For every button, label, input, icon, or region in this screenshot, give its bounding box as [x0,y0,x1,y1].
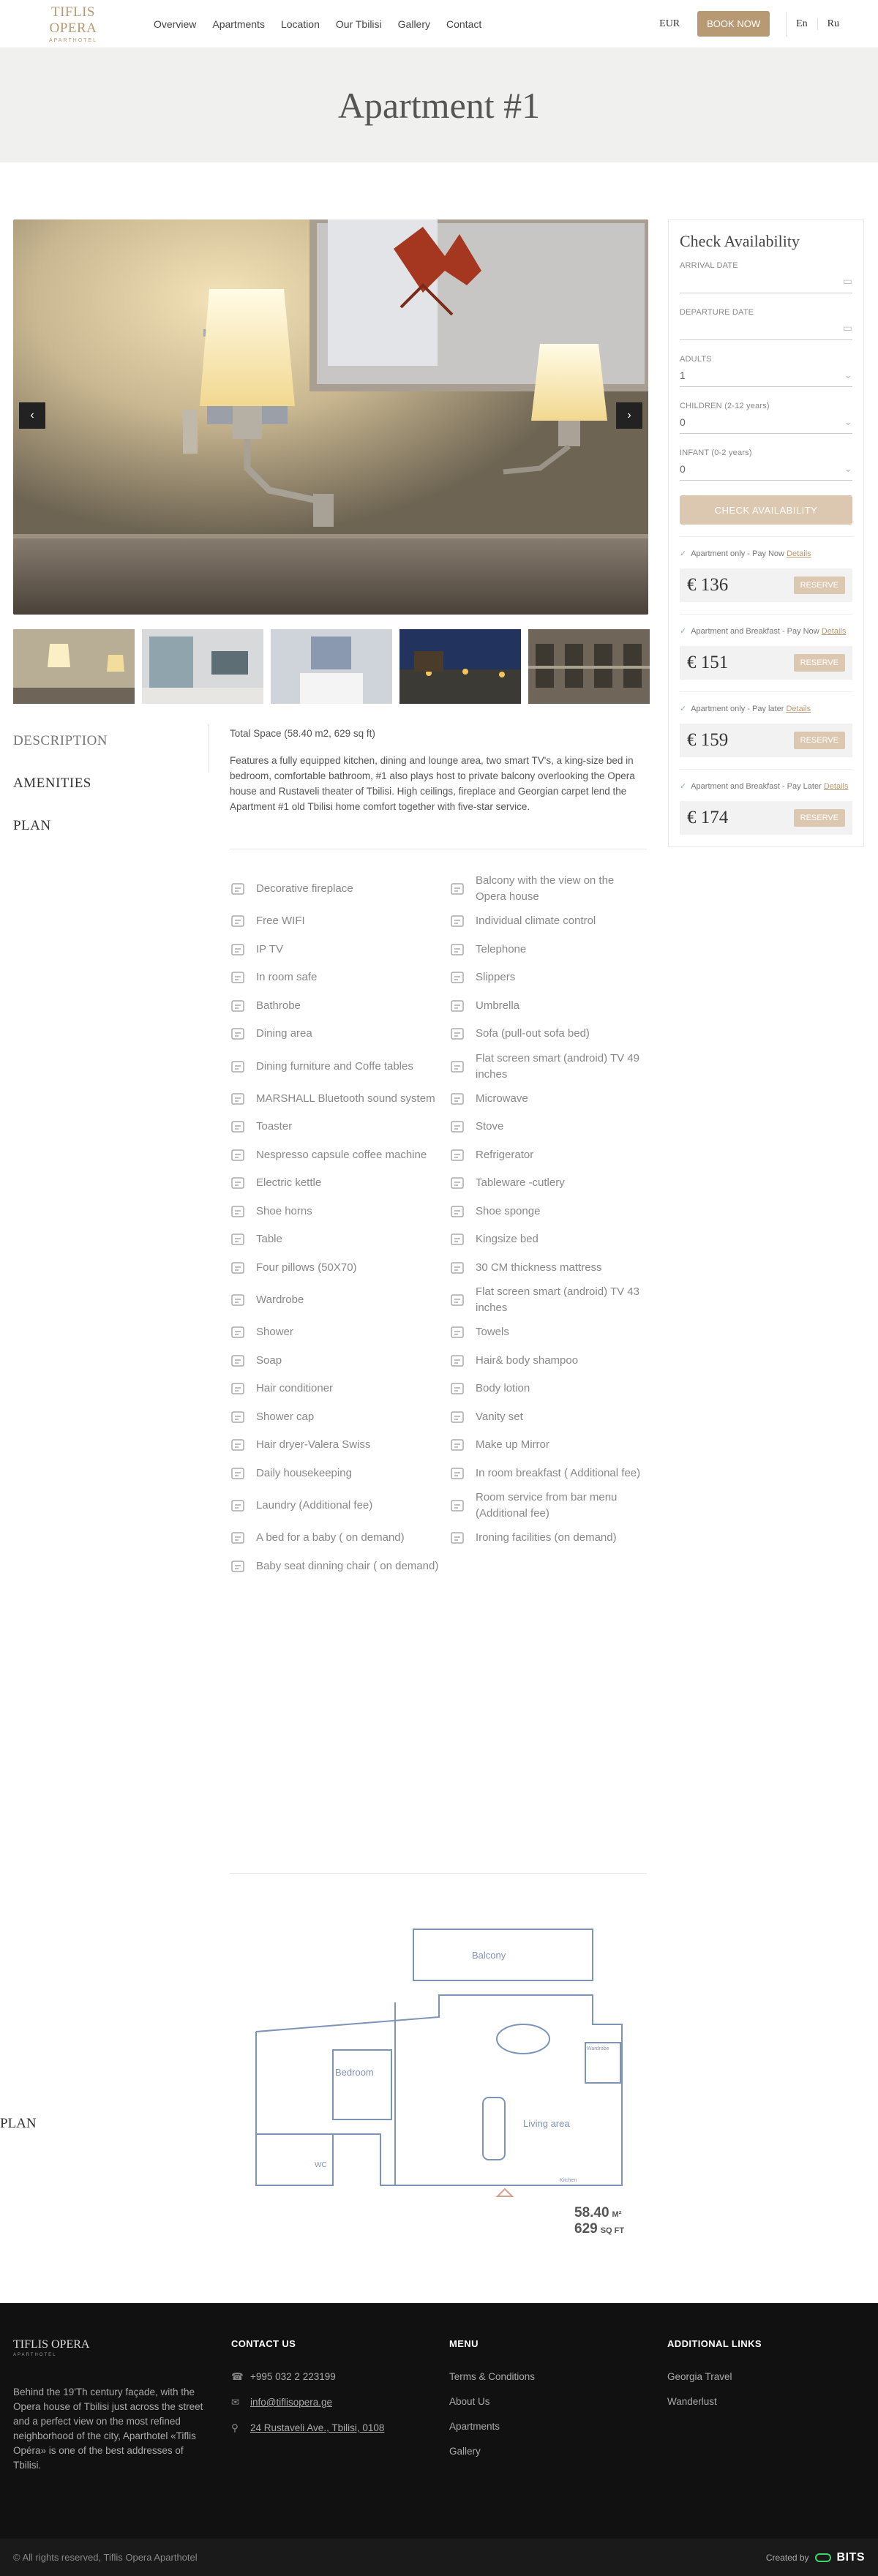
amenity-item [230,1524,449,1552]
book-now-button[interactable]: BOOK NOW [697,11,770,37]
footer-link-about[interactable]: About Us [449,2396,490,2407]
currency-selector[interactable]: EUR [659,18,680,29]
amenity-label: Telephone [476,942,527,955]
gallery-next-button[interactable]: › [616,402,642,429]
amenity-icon [230,1231,246,1247]
footer-additional-links [667,2338,762,2421]
contact-phone[interactable]: ☎ +995 032 2 223199 [231,2371,336,2382]
logo-main: TIFLIS OPERA [49,4,97,36]
amenity-label: Wardrobe [256,1293,304,1306]
check-icon: ✓ [680,705,687,713]
rate-name: Apartment and Breakfast - Pay Now [691,627,819,636]
adults-value: 1 [680,369,686,381]
amenity-icon [230,1175,246,1191]
amenity-label: Hair conditioner [256,1382,334,1395]
site-header [0,0,878,48]
amenity-icon [449,942,465,958]
nav-location[interactable]: Location [280,18,320,30]
thumbnail-4[interactable] [399,629,521,704]
adults-field [680,355,852,387]
amenity-icon [449,1260,465,1276]
amenity-icon [230,1353,246,1369]
rate-name: Apartment only - Pay Now [691,549,784,558]
logo[interactable] [29,4,117,43]
amenity-item [230,1403,449,1432]
amenity-icon [449,1091,465,1107]
lang-en[interactable]: En [796,18,808,29]
footer-link-gallery[interactable]: Gallery [449,2446,481,2457]
amenity-label: Room service from bar menu (Additional fee) [476,1491,618,1520]
plan-room-wc: WC [315,2161,327,2169]
amenity-item [449,907,647,936]
amenity-item [449,1048,647,1085]
rate-name: Apartment only - Pay later [691,705,784,713]
rate-details-link[interactable]: Details [786,705,811,713]
children-select[interactable] [680,410,852,434]
footer-menu [449,2338,535,2471]
amenity-icon [449,1437,465,1453]
amenity-item [230,936,449,964]
amenity-item [449,1282,647,1318]
logo-sub: APARTHOTEL [48,38,98,43]
amenity-item [230,1318,449,1347]
check-icon: ✓ [680,549,687,558]
amenity-item [449,1141,647,1170]
children-field [680,402,852,434]
amenity-icon [449,1381,465,1397]
reserve-button[interactable]: RESERVE [794,809,845,827]
tab-amenities[interactable]: AMENITIES [13,776,91,791]
contact-title: CONTACT US [231,2338,296,2349]
amenity-item [449,1169,647,1198]
chevron-down-icon: ⌄ [844,416,852,427]
amenity-label: Baby seat dinning chair ( on demand) [256,1559,439,1572]
amenity-label: Dining area [256,1027,312,1040]
arrival-date-field [680,261,852,293]
amenity-label: Towels [476,1326,509,1339]
footer-about: Behind the 19'Th century façade, with the Opera house of Tbilisi just across the street and a perfect view on the most refined neighborhood of the city, Aparthotel «Tiflis Opéra» is one of the best addresses of Tbilisi. [13,2387,203,2471]
amenity-label: Free WIFI [256,915,305,928]
amenity-label: Microwave [476,1092,528,1105]
amenity-item [449,1020,647,1048]
amenity-icon [230,1530,246,1546]
page-title: Apartment #1 [337,85,541,126]
site-footer [0,2303,878,2576]
chevron-down-icon: ⌄ [844,369,852,380]
amenity-icon [449,1026,465,1042]
amenity-item [230,1198,449,1226]
amenity-item [230,964,449,992]
plan-room-wardrobe: Wardrobe [587,2046,609,2051]
children-value: 0 [680,416,686,428]
chevron-down-icon: ⌄ [844,462,852,474]
departure-date-field [680,308,852,340]
amenity-label: A bed for a baby ( on demand) [256,1531,405,1544]
amenity-label: Flat screen smart (android) TV 49 inches [476,1051,639,1081]
amenity-label: Flat screen smart (android) TV 43 inches [476,1285,639,1314]
footer-link-terms[interactable]: Terms & Conditions [449,2371,536,2382]
amenity-item [449,871,647,907]
amenity-icon [449,1498,465,1514]
amenity-icon [449,1409,465,1425]
rate-details-link[interactable]: Details [821,627,847,636]
amenity-label: Ironing facilities (on demand) [476,1531,617,1544]
header-actions [659,11,849,37]
amenity-item [449,1347,647,1375]
infant-label: INFANT (0-2 years) [680,448,752,457]
amenity-item [230,907,449,936]
rate-option [680,536,852,602]
amenity-label: Balcony with the view on the Opera house [476,874,615,903]
amenity-icon [230,1147,246,1163]
price-box [680,724,852,757]
amenity-item [449,1085,647,1114]
amenity-label: Vanity set [476,1410,523,1423]
reserve-button[interactable]: RESERVE [794,654,845,672]
amenity-label: Shower cap [256,1410,315,1423]
amenity-label: Nespresso capsule coffee machine [256,1148,427,1161]
footer-logo-sub: APARTHOTEL [13,2353,57,2357]
thumbnail-1[interactable] [13,629,135,704]
amenity-item [230,1460,449,1488]
amenity-label: Dining furniture and Coffe tables [256,1059,413,1073]
amenity-icon [449,1465,465,1482]
amenity-label: Shower [256,1326,293,1339]
gallery-main-photo [13,219,648,615]
amenity-icon [230,1558,246,1574]
check-icon: ✓ [680,627,687,636]
amenity-icon [449,1203,465,1220]
amenity-item [230,871,449,907]
amenity-label: Daily housekeeping [256,1466,352,1479]
amenity-icon [230,942,246,958]
lang-ru[interactable]: Ru [817,18,849,30]
amenity-item [230,1020,449,1048]
amenity-label: Make up Mirror [476,1438,549,1452]
amenity-icon [449,881,465,897]
plan-room-kitchen: Kitchen [560,2178,577,2183]
price-box [680,801,852,835]
amenity-label: In room safe [256,971,318,984]
plan-room-living: Living area [523,2118,570,2129]
footer-link-apartments[interactable]: Apartments [449,2421,500,2432]
amenity-item [230,1225,449,1254]
check-availability-button[interactable]: CHECK AVAILABILITY [680,495,852,525]
amenity-icon [449,969,465,985]
contact-email[interactable]: ✉ info@tiflisopera.ge [231,2397,333,2408]
amenity-label: IP TV [256,942,283,955]
nav-contact[interactable]: Contact [446,18,482,30]
brand-name: BITS [836,2550,865,2564]
section-tabs [13,733,108,860]
amenity-icon [230,1409,246,1425]
price-box [680,646,852,680]
rate-price: € 151 [687,653,729,672]
amenity-icon [230,1437,246,1453]
amenity-label: Individual climate control [476,915,596,928]
footer-logo[interactable] [13,2338,89,2357]
plan-dimensions [574,2205,624,2237]
amenity-item [230,992,449,1021]
description-text: Features a fully equipped kitchen, dining and lounge area, two smart TV's, a king-size bed in bedroom, comfortable bathroom, #1 also plays host to private balcony overlooking the Opera house and Rustaveli theater of Tbilisi. High ceilings, fireplace and Georgian carpet lend the Apartment #1 old Tbilisi home comfort together with five-star service. [230,755,635,812]
links-title: ADDITIONAL LINKS [667,2338,762,2349]
amenity-label: Umbrella [476,999,520,1012]
amenity-icon [230,1465,246,1482]
phone-icon: ☎ [231,2371,244,2382]
infant-field [680,448,852,481]
amenity-label: Sofa (pull-out sofa bed) [476,1027,590,1040]
tab-description[interactable]: DESCRIPTION [13,733,108,748]
amenity-label: Laundry (Additional fee) [256,1499,373,1512]
plan-label: PLAN [0,2116,37,2131]
amenity-item [230,1169,449,1198]
menu-title: MENU [449,2338,479,2349]
infant-value: 0 [680,462,686,475]
amenity-item [230,1375,449,1403]
amenity-icon [230,1324,246,1340]
booking-title: Check Availability [680,232,800,250]
rate-details-link[interactable]: Details [823,782,849,791]
footer-logo-main: TIFLIS OPERA [13,2338,90,2351]
amenity-item [449,964,647,992]
nav-apartments[interactable]: Apartments [212,18,265,30]
amenity-label: Tableware -cutlery [476,1176,565,1190]
amenity-label: Bathrobe [256,999,301,1012]
rate-name: Apartment and Breakfast - Pay Later [691,782,822,791]
amenity-item [449,1460,647,1488]
departure-date-label: DEPARTURE DATE [680,308,754,317]
amenity-icon [230,1026,246,1042]
amenity-item [230,1085,449,1114]
nav-overview[interactable]: Overview [154,18,197,30]
copyright: © All rights reserved, Tiflis Opera Aparthotel [13,2552,198,2563]
divider [230,1873,647,1874]
thumbnail-2[interactable] [142,629,263,704]
total-space: Total Space (58.40 m2, 629 sq ft) [230,728,375,739]
amenity-label: Body lotion [476,1382,530,1395]
amenity-label: Toaster [256,1120,293,1133]
gallery-thumbnails [13,629,650,704]
amenity-label: Soap [256,1353,282,1367]
amenity-icon [230,1498,246,1514]
mail-icon: ✉ [231,2397,240,2408]
amenity-item [449,1431,647,1460]
amenity-item [449,1198,647,1226]
arrival-date-input[interactable] [680,270,852,293]
amenity-label: Hair dryer-Valera Swiss [256,1438,371,1452]
amenity-icon [449,1353,465,1369]
rate-price: € 136 [687,575,729,595]
amenity-icon [230,998,246,1014]
amenity-label: Kingsize bed [476,1233,539,1246]
footer-bottom [0,2539,878,2576]
amenity-label: 30 CM thickness mattress [476,1261,602,1274]
rate-option [680,769,852,835]
adults-label: ADULTS [680,355,712,364]
amenity-item [230,1431,449,1460]
amenity-item [230,1282,449,1318]
thumbnail-5[interactable] [528,629,650,704]
calendar-icon: ▭ [842,322,852,334]
check-availability-widget [668,219,864,847]
reserve-button[interactable]: RESERVE [794,577,845,594]
amenity-icon [449,1530,465,1546]
main-content [0,162,878,2564]
plan-room-bedroom: Bedroom [335,2067,374,2078]
children-label: CHILDREN (2-12 years) [680,402,770,410]
amenity-label: Electric kettle [256,1176,322,1190]
amenity-item [230,1552,449,1581]
unit-sqft: SQ FT [600,2226,625,2235]
amenity-icon [230,1260,246,1276]
amenity-icon [449,1324,465,1340]
amenity-label: Hair& body shampoo [476,1353,579,1367]
tab-plan[interactable]: PLAN [13,818,51,833]
infant-select[interactable] [680,457,852,481]
amenity-icon [230,1059,246,1075]
amenity-item [449,1524,647,1552]
amenity-label: Shoe horns [256,1204,312,1217]
amenity-icon [449,1119,465,1135]
description [230,726,647,814]
amenity-item [230,1141,449,1170]
nav-gallery[interactable]: Gallery [397,18,431,30]
amenity-label: Stove [476,1120,504,1133]
amenity-icon [230,1091,246,1107]
amenity-item [449,992,647,1021]
amenity-item [449,1254,647,1283]
unit-m2: M² [612,2210,622,2219]
bits-logo-icon [815,2553,831,2562]
rate-price: € 159 [687,730,729,750]
title-band [0,48,878,162]
amenity-icon [230,1381,246,1397]
area-sqft: 629 [574,2221,598,2237]
adults-select[interactable] [680,364,852,387]
amenity-item [449,1487,647,1524]
amenity-item [449,1225,647,1254]
amenity-icon [449,1292,465,1308]
amenity-icon [230,969,246,985]
amenity-label: In room breakfast ( Additional fee) [476,1466,641,1479]
amenity-item [449,1403,647,1432]
amenity-icon [230,913,246,929]
amenity-label: Table [256,1233,282,1246]
amenities-list [230,871,647,1580]
reserve-button[interactable]: RESERVE [794,732,845,749]
amenity-item [449,1113,647,1141]
departure-date-input[interactable] [680,317,852,340]
amenity-label: Refrigerator [476,1148,534,1161]
amenity-label: Shoe sponge [476,1204,541,1217]
map-pin-icon: ⚲ [231,2422,239,2433]
amenity-item [230,1048,449,1085]
floor-plan [249,1922,629,2211]
amenity-icon [230,1292,246,1308]
area-m2: 58.40 [574,2205,609,2220]
contact-address[interactable]: ⚲ 24 Rustaveli Ave., Tbilisi, 0108 [231,2422,385,2433]
rate-option [680,691,852,757]
thumbnail-3[interactable] [271,629,392,704]
amenity-item [230,1254,449,1283]
amenity-item [230,1487,449,1524]
photo-gallery[interactable] [13,219,648,615]
amenity-icon [449,1147,465,1163]
amenity-icon [230,1119,246,1135]
price-box [680,568,852,602]
amenity-icon [449,1231,465,1247]
amenity-icon [230,1203,246,1220]
rate-option [680,614,852,680]
amenity-item [449,1375,647,1403]
amenity-icon [449,913,465,929]
amenity-label: Four pillows (50X70) [256,1261,357,1274]
amenity-label: Slippers [476,971,516,984]
amenity-icon [449,1059,465,1075]
footer-contact [231,2338,384,2448]
check-icon: ✓ [680,782,687,791]
plan-room-balcony: Balcony [472,1950,506,1961]
amenity-item [230,1113,449,1141]
created-by[interactable]: Created by BITS [765,2550,865,2564]
footer-link-georgia-travel[interactable]: Georgia Travel [667,2371,732,2382]
arrival-date-label: ARRIVAL DATE [680,261,738,270]
rate-details-link[interactable]: Details [787,549,811,558]
amenity-icon [449,1175,465,1191]
calendar-icon: ▭ [842,275,852,287]
amenity-label: MARSHALL Bluetooth sound system [256,1092,435,1105]
amenity-item [230,1347,449,1375]
main-nav [154,18,481,30]
footer-link-wanderlust[interactable]: Wanderlust [667,2396,717,2407]
amenity-label: Decorative fireplace [256,882,353,895]
rate-price: € 174 [687,808,729,827]
gallery-prev-button[interactable]: ‹ [19,402,45,429]
amenity-icon [230,881,246,897]
amenity-item [449,936,647,964]
nav-our-tbilisi[interactable]: Our Tbilisi [335,18,382,30]
amenity-icon [449,998,465,1014]
amenity-item [449,1318,647,1347]
